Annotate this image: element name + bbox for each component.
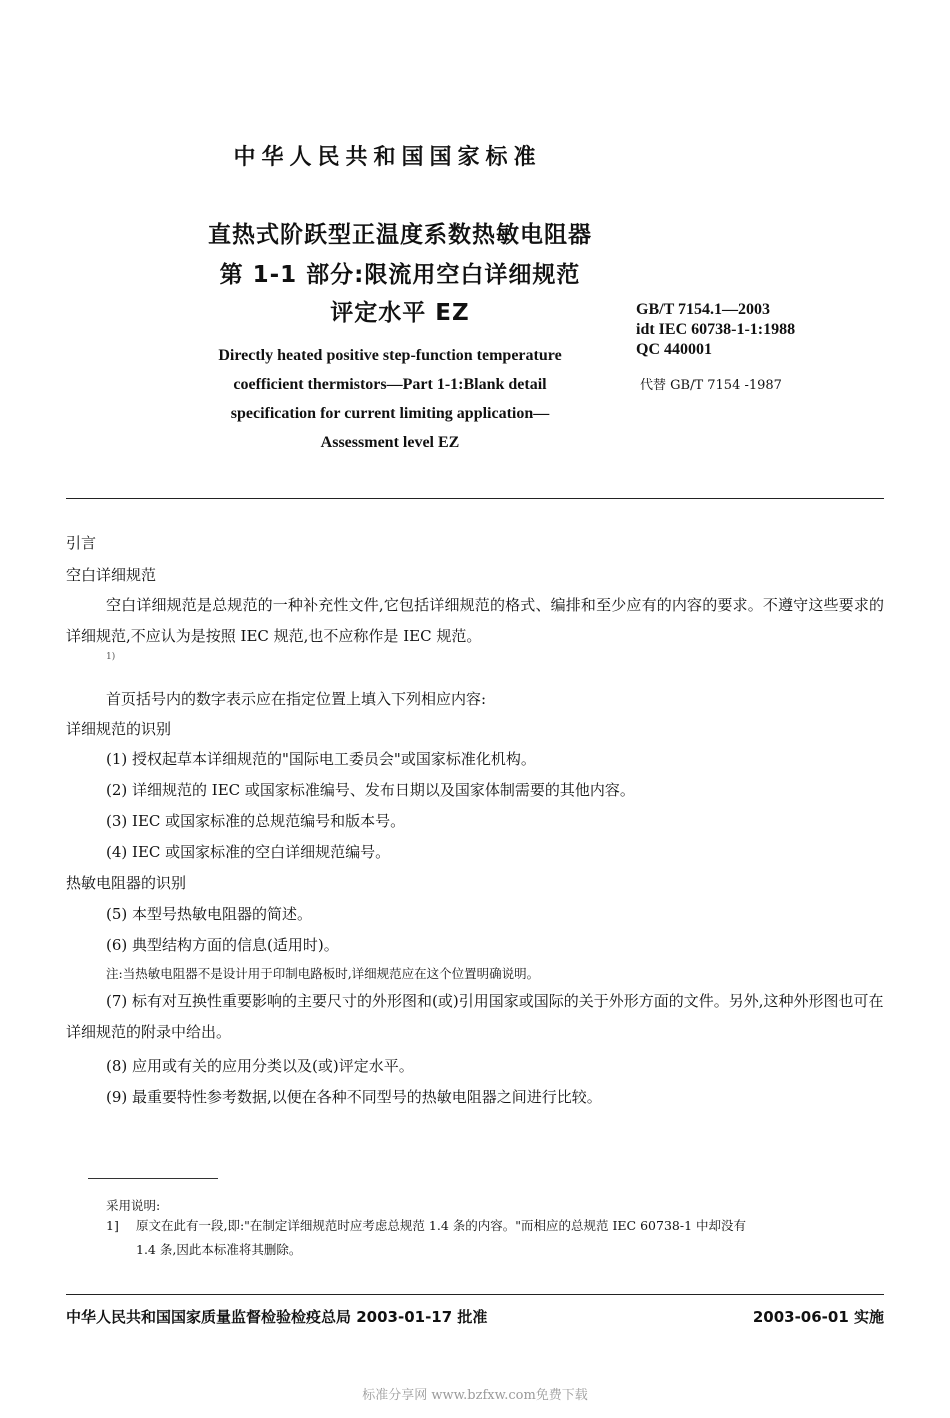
footnote-text-line-1: 原文在此有一段,即:"在制定详细规范时应考虑总规范 1.4 条的内容。"而相应的总规范 IEC 60738-1 中却没有 bbox=[136, 1218, 746, 1233]
list-item-4: (4) IEC 或国家标准的空白详细规范编号。 bbox=[106, 843, 391, 861]
note-item-6: 注:当热敏电阻器不是设计用于印制电路板时,详细规范应在这个位置明确说明。 bbox=[106, 966, 540, 981]
list-item-6: (6) 典型结构方面的信息(适用时)。 bbox=[106, 936, 339, 954]
list-item-1: (1) 授权起草本详细规范的"国际电工委员会"或国家标准化机构。 bbox=[106, 750, 536, 768]
list-item-5: (5) 本型号热敏电阻器的简述。 bbox=[106, 905, 313, 923]
header-divider bbox=[66, 498, 884, 499]
english-title-line-3: specification for current limiting application— bbox=[230, 405, 550, 422]
ds-identification-heading: 详细规范的识别 bbox=[66, 720, 172, 738]
intro-heading: 引言 bbox=[66, 534, 97, 552]
title-line-2: 第 1-1 部分:限流用空白详细规范 bbox=[219, 262, 581, 288]
english-title-line-1: Directly heated positive step-function temperature bbox=[218, 347, 562, 364]
footnote-text-line-2: 1.4 条,因此本标准将其删除。 bbox=[136, 1242, 302, 1257]
standard-number: GB/T 7154.1—2003 bbox=[636, 301, 770, 318]
replaces-standard: 代替 GB/T 7154 -1987 bbox=[640, 378, 782, 393]
bds-paragraph: 空白详细规范是总规范的一种补充性文件,它包括详细规范的格式、编排和至少应有的内容的要求。不遵守这些要求的详细规范,不应认为是按照 IEC 规范,也不应称作是 IEC 规范。 bbox=[66, 596, 884, 645]
watermark: 标准分享网 www.bzfxw.com免费下载 bbox=[362, 1388, 588, 1403]
english-title bbox=[160, 341, 620, 457]
footnote-body bbox=[106, 1214, 884, 1262]
english-title-line-2: coefficient thermistors—Part 1-1:Blank detail bbox=[233, 376, 547, 393]
thermistor-identification-heading: 热敏电阻器的识别 bbox=[66, 874, 187, 892]
approval-statement: 中华人民共和国国家质量监督检验检疫总局 2003-01-17 批准 bbox=[66, 1308, 488, 1326]
idt-reference: idt IEC 60738-1-1:1988 bbox=[636, 321, 796, 338]
qc-number: QC 440001 bbox=[636, 341, 712, 358]
instruction-text: 首页括号内的数字表示应在指定位置上填入下列相应内容: bbox=[106, 690, 487, 708]
title-line-1: 直热式阶跃型正温度系数热敏电阻器 bbox=[208, 222, 592, 248]
footnote-heading: 采用说明: bbox=[106, 1198, 161, 1213]
effective-date: 2003-06-01 实施 bbox=[752, 1308, 884, 1326]
list-item-9: (9) 最重要特性参考数据,以便在各种不同型号的热敏电阻器之间进行比较。 bbox=[106, 1088, 602, 1106]
footnote-number: 1] bbox=[106, 1218, 119, 1233]
list-item-2: (2) 详细规范的 IEC 或国家标准编号、发布日期以及国家体制需要的其他内容。 bbox=[106, 781, 635, 799]
national-standard-heading: 中华人民共和国国家标准 bbox=[233, 145, 542, 170]
footnote-divider bbox=[88, 1178, 218, 1179]
list-item-3: (3) IEC 或国家标准的总规范编号和版本号。 bbox=[106, 812, 406, 830]
footer-divider bbox=[66, 1294, 884, 1295]
list-item-8: (8) 应用或有关的应用分类以及(或)评定水平。 bbox=[106, 1057, 414, 1075]
bds-heading: 空白详细规范 bbox=[66, 566, 157, 584]
standard-codes bbox=[636, 300, 795, 360]
list-item-7: (7) 标有对互换性重要影响的主要尺寸的外形图和(或)引用国家或国际的关于外形方面的文件。另外,这种外形图也可在详细规范的附录中给出。 bbox=[66, 992, 884, 1041]
footnote-marker: 1) bbox=[106, 652, 116, 662]
english-title-line-4: Assessment level EZ bbox=[320, 434, 460, 451]
title-line-3: 评定水平 EZ bbox=[330, 300, 470, 326]
